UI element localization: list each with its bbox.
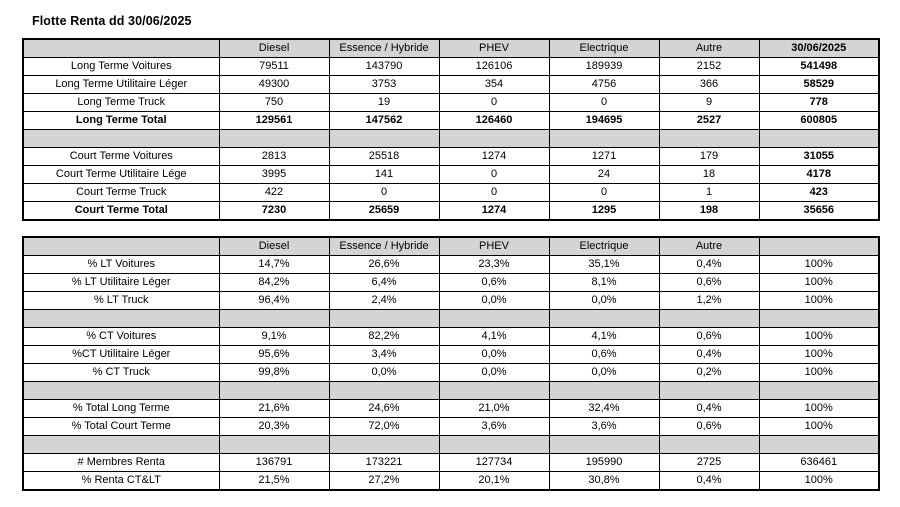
row-label: %CT Utilitaire Léger — [23, 346, 219, 364]
fleet-percentages-header-row — [23, 237, 879, 256]
data-cell: 58529 — [759, 76, 879, 94]
row-label: % LT Utilitaire Léger — [23, 274, 219, 292]
data-cell: 1,2% — [659, 292, 759, 310]
data-cell: 0 — [549, 184, 659, 202]
data-cell: 72,0% — [329, 418, 439, 436]
table-row — [23, 94, 879, 112]
fleet-counts-header-cell: Essence / Hybride — [329, 39, 439, 58]
data-cell: 3753 — [329, 76, 439, 94]
row-label — [23, 382, 219, 400]
data-cell: 0,6% — [659, 274, 759, 292]
data-cell — [439, 436, 549, 454]
fleet-counts-body — [23, 39, 879, 220]
data-cell: 0,4% — [659, 472, 759, 491]
data-cell: 0,4% — [659, 256, 759, 274]
data-cell: 21,5% — [219, 472, 329, 491]
data-cell: 1271 — [549, 148, 659, 166]
data-cell: 0,6% — [659, 328, 759, 346]
data-cell: 195990 — [549, 454, 659, 472]
data-cell: 636461 — [759, 454, 879, 472]
data-cell: 422 — [219, 184, 329, 202]
table-row — [23, 58, 879, 76]
row-label: % CT Truck — [23, 364, 219, 382]
data-cell: 1274 — [439, 202, 549, 221]
data-cell — [329, 130, 439, 148]
data-cell: 4,1% — [439, 328, 549, 346]
data-cell — [759, 310, 879, 328]
data-cell: 100% — [759, 274, 879, 292]
table-row — [23, 256, 879, 274]
fleet-percentages-header-cell: Electrique — [549, 237, 659, 256]
fleet-percentages-header-cell: PHEV — [439, 237, 549, 256]
data-cell: 49300 — [219, 76, 329, 94]
page-title: Flotte Renta dd 30/06/2025 — [32, 14, 192, 28]
data-cell: 18 — [659, 166, 759, 184]
data-cell: 3,6% — [439, 418, 549, 436]
data-cell: 0,6% — [439, 274, 549, 292]
table-row — [23, 454, 879, 472]
data-cell — [329, 310, 439, 328]
data-cell: 20,1% — [439, 472, 549, 491]
data-cell — [329, 436, 439, 454]
data-cell: 179 — [659, 148, 759, 166]
data-cell: 3,6% — [549, 418, 659, 436]
data-cell: 2725 — [659, 454, 759, 472]
table-row — [23, 76, 879, 94]
data-cell — [549, 382, 659, 400]
data-cell: 4178 — [759, 166, 879, 184]
data-cell — [549, 130, 659, 148]
data-cell — [219, 310, 329, 328]
data-cell: 2527 — [659, 112, 759, 130]
data-cell: 0,4% — [659, 346, 759, 364]
table-spacer-row — [23, 382, 879, 400]
data-cell: 778 — [759, 94, 879, 112]
data-cell: 0,0% — [329, 364, 439, 382]
fleet-counts-header-cell — [23, 39, 219, 58]
data-cell: 26,6% — [329, 256, 439, 274]
data-cell: 1295 — [549, 202, 659, 221]
data-cell: 25659 — [329, 202, 439, 221]
data-cell: 4,1% — [549, 328, 659, 346]
data-cell: 2,4% — [329, 292, 439, 310]
data-cell — [549, 436, 659, 454]
data-cell: 7230 — [219, 202, 329, 221]
data-cell: 35656 — [759, 202, 879, 221]
data-cell: 9 — [659, 94, 759, 112]
data-cell: 126106 — [439, 58, 549, 76]
row-label: Long Terme Voitures — [23, 58, 219, 76]
data-cell — [759, 382, 879, 400]
data-cell: 127734 — [439, 454, 549, 472]
data-cell: 3,4% — [329, 346, 439, 364]
data-cell: 35,1% — [549, 256, 659, 274]
data-cell — [759, 436, 879, 454]
data-cell — [659, 310, 759, 328]
data-cell — [549, 310, 659, 328]
data-cell: 8,1% — [549, 274, 659, 292]
data-cell: 0,0% — [439, 292, 549, 310]
fleet-percentages-header-cell — [759, 237, 879, 256]
data-cell: 21,6% — [219, 400, 329, 418]
data-cell: 194695 — [549, 112, 659, 130]
data-cell: 31055 — [759, 148, 879, 166]
fleet-percentages-table — [22, 236, 880, 491]
table-row — [23, 166, 879, 184]
row-label: % Total Long Terme — [23, 400, 219, 418]
data-cell: 6,4% — [329, 274, 439, 292]
data-cell: 32,4% — [549, 400, 659, 418]
data-cell: 173221 — [329, 454, 439, 472]
data-cell: 2152 — [659, 58, 759, 76]
fleet-percentages-header-cell: Essence / Hybride — [329, 237, 439, 256]
data-cell — [659, 382, 759, 400]
table-row — [23, 112, 879, 130]
data-cell: 21,0% — [439, 400, 549, 418]
data-cell — [659, 436, 759, 454]
data-cell: 100% — [759, 346, 879, 364]
data-cell: 100% — [759, 472, 879, 491]
row-label: Long Terme Truck — [23, 94, 219, 112]
data-cell: 198 — [659, 202, 759, 221]
data-cell: 27,2% — [329, 472, 439, 491]
data-cell: 82,2% — [329, 328, 439, 346]
data-cell: 24,6% — [329, 400, 439, 418]
data-cell: 600805 — [759, 112, 879, 130]
row-label: Long Terme Total — [23, 112, 219, 130]
data-cell — [439, 310, 549, 328]
row-label: % Renta CT&LT — [23, 472, 219, 491]
fleet-counts-header-cell: Electrique — [549, 39, 659, 58]
data-cell: 100% — [759, 256, 879, 274]
row-label: % LT Voitures — [23, 256, 219, 274]
data-cell: 100% — [759, 292, 879, 310]
data-cell — [219, 436, 329, 454]
data-cell: 0 — [439, 94, 549, 112]
data-cell: 19 — [329, 94, 439, 112]
data-cell: 3995 — [219, 166, 329, 184]
table-row — [23, 292, 879, 310]
fleet-counts-header-cell: 30/06/2025 — [759, 39, 879, 58]
data-cell: 100% — [759, 364, 879, 382]
data-cell: 1274 — [439, 148, 549, 166]
row-label: % CT Voitures — [23, 328, 219, 346]
data-cell: 0 — [329, 184, 439, 202]
data-cell: 143790 — [329, 58, 439, 76]
data-cell: 366 — [659, 76, 759, 94]
table-row — [23, 346, 879, 364]
row-label — [23, 310, 219, 328]
table-row — [23, 274, 879, 292]
data-cell: 0,0% — [549, 364, 659, 382]
table-spacer-row — [23, 436, 879, 454]
data-cell: 1 — [659, 184, 759, 202]
data-cell: 136791 — [219, 454, 329, 472]
data-cell: 0,0% — [439, 364, 549, 382]
data-cell: 354 — [439, 76, 549, 94]
row-label: Court Terme Truck — [23, 184, 219, 202]
fleet-counts-header-cell: PHEV — [439, 39, 549, 58]
row-label: % LT Truck — [23, 292, 219, 310]
data-cell: 423 — [759, 184, 879, 202]
data-cell: 0,6% — [549, 346, 659, 364]
data-cell: 129561 — [219, 112, 329, 130]
table-row — [23, 364, 879, 382]
data-cell: 14,7% — [219, 256, 329, 274]
data-cell: 0,6% — [659, 418, 759, 436]
row-label — [23, 130, 219, 148]
table-spacer-row — [23, 130, 879, 148]
data-cell: 9,1% — [219, 328, 329, 346]
data-cell: 141 — [329, 166, 439, 184]
data-cell — [219, 130, 329, 148]
data-cell: 25518 — [329, 148, 439, 166]
table-row — [23, 184, 879, 202]
fleet-percentages-header-cell: Diesel — [219, 237, 329, 256]
row-label: # Membres Renta — [23, 454, 219, 472]
table-separator — [22, 221, 878, 236]
data-cell: 99,8% — [219, 364, 329, 382]
fleet-counts-header-row — [23, 39, 879, 58]
table-row — [23, 418, 879, 436]
data-cell — [439, 382, 549, 400]
table-row — [23, 400, 879, 418]
data-cell: 23,3% — [439, 256, 549, 274]
data-cell: 0,0% — [439, 346, 549, 364]
fleet-percentages-header-cell — [23, 237, 219, 256]
row-label — [23, 436, 219, 454]
data-cell: 100% — [759, 418, 879, 436]
data-cell: 0 — [439, 166, 549, 184]
data-cell: 100% — [759, 400, 879, 418]
data-cell: 24 — [549, 166, 659, 184]
data-cell: 84,2% — [219, 274, 329, 292]
fleet-counts-header-cell: Autre — [659, 39, 759, 58]
table-spacer-row — [23, 310, 879, 328]
table-row — [23, 202, 879, 221]
data-cell: 0 — [549, 94, 659, 112]
fleet-percentages-header-cell: Autre — [659, 237, 759, 256]
row-label: Court Terme Voitures — [23, 148, 219, 166]
table-row — [23, 328, 879, 346]
data-cell — [439, 130, 549, 148]
data-cell: 2813 — [219, 148, 329, 166]
data-cell — [219, 382, 329, 400]
data-cell: 541498 — [759, 58, 879, 76]
row-label: Court Terme Utilitaire Lége — [23, 166, 219, 184]
data-cell: 750 — [219, 94, 329, 112]
data-cell: 147562 — [329, 112, 439, 130]
fleet-percentages-body — [23, 237, 879, 490]
data-cell — [659, 130, 759, 148]
table-row — [23, 148, 879, 166]
data-cell: 189939 — [549, 58, 659, 76]
data-cell: 100% — [759, 328, 879, 346]
table-row — [23, 472, 879, 491]
data-cell: 20,3% — [219, 418, 329, 436]
data-cell — [759, 130, 879, 148]
data-cell: 0,2% — [659, 364, 759, 382]
data-cell: 4756 — [549, 76, 659, 94]
data-cell: 126460 — [439, 112, 549, 130]
data-cell: 0,4% — [659, 400, 759, 418]
data-cell: 0,0% — [549, 292, 659, 310]
data-cell: 30,8% — [549, 472, 659, 491]
data-cell: 95,6% — [219, 346, 329, 364]
row-label: % Total Court Terme — [23, 418, 219, 436]
data-cell: 96,4% — [219, 292, 329, 310]
data-cell: 79511 — [219, 58, 329, 76]
fleet-counts-table — [22, 38, 880, 221]
data-cell: 0 — [439, 184, 549, 202]
data-cell — [329, 382, 439, 400]
row-label: Court Terme Total — [23, 202, 219, 221]
row-label: Long Terme Utilitaire Léger — [23, 76, 219, 94]
fleet-counts-header-cell: Diesel — [219, 39, 329, 58]
